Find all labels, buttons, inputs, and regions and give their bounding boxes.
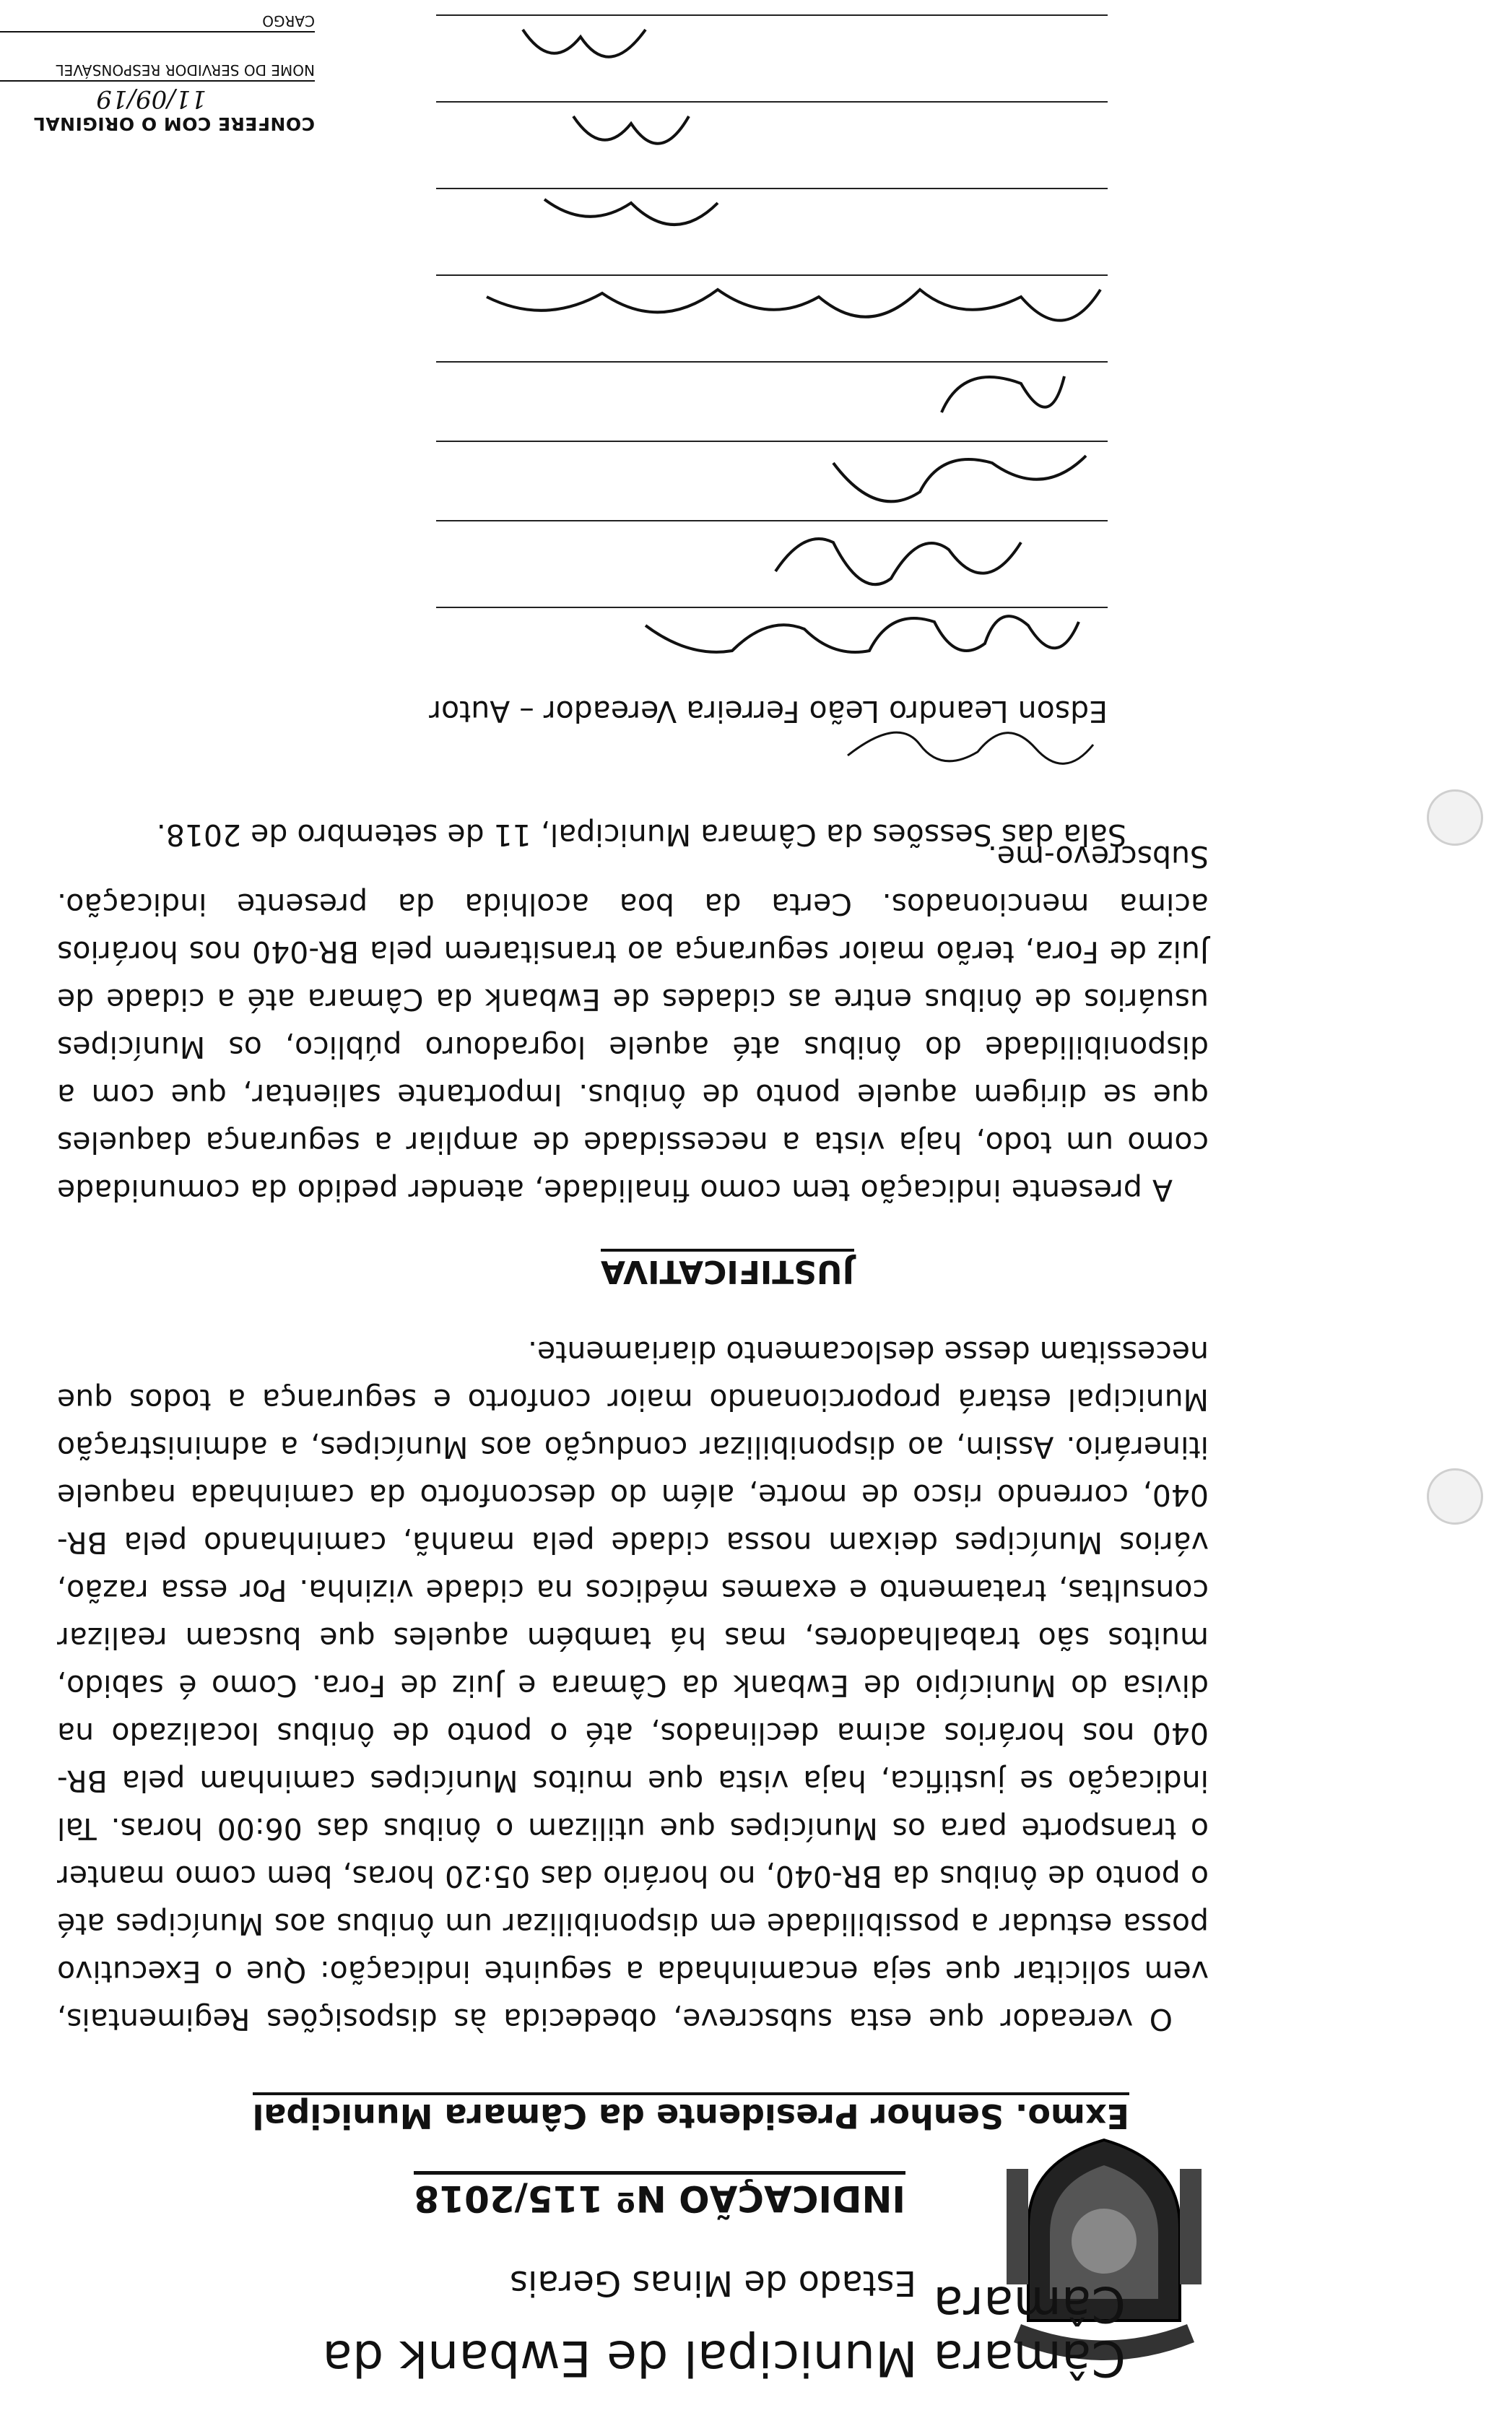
- stamp-name-label: NOME DO SERVIDOR RESPONSÁVEL: [0, 61, 315, 82]
- stamp-date: 11/09/19: [96, 85, 207, 113]
- document-title: INDICAÇÃO Nº 115/2018: [414, 2171, 906, 2219]
- punch-hole: [1427, 1468, 1483, 1525]
- stamp-title: CONFERE COM O ORIGINAL: [33, 113, 315, 134]
- closing-line: Sala das Sessões da Câmara Municipal, 11 de setembro de 2018.: [156, 818, 1126, 852]
- punch-hole: [1427, 789, 1483, 846]
- request-paragraph: O vereador que esta subscreve, obedecida às disposições Regimentais, vem solicitar que seja encaminhada a seguinte indicação: Que o Executivo possa estudar a possibilidade em disponibilizar um ônibus aos Munícipes até o ponto de ônibus da BR-040, no horário das 05:20 horas, bem como manter o transporte para os Munícipes que utilizam o ônibus das 06:00 horas. Tal indicação se justifica, haja vista que muitos Munícipes caminham pela BR-040 nos horários acima declinados, até o ponto de ônibus localizado na divisa do Município de Ewbank da Câmara e Juiz de Fora. Como é sabido, muitos são trabalhadores, mas há também aqueles que buscam realizar consultas, tratamento e exames médicos na cidade vizinha. Por essa razão, vários Munícipes deixam nossa cidade pela manhã, caminhando pela BR-040, correndo risco de morte, além do desconforto da caminhada naquele itinerário. Assim, ao disponibilizar condução aos Munícipes, a administração Municipal estará proporcionando maior conforto e segurança a todos que necessitam desse deslocamento diariamente.: [57, 1335, 1209, 2037]
- author-line: Edson Leandro Leão Ferreira Vereador – Autor: [429, 694, 1108, 729]
- author-signature: [804, 723, 1108, 788]
- stamp-role-label: CARGO: [0, 12, 315, 33]
- state-name: Estado de Minas Gerais: [510, 2263, 916, 2303]
- chamber-name: Câmara Municipal de Ewbank da Câmara: [322, 2275, 1126, 2386]
- justification-heading: JUSTIFICATIVA: [601, 1249, 854, 1290]
- justification-paragraph: A presente indicação tem como finalidade, atender pedido da comunidade como um todo, haja vista a necessidade de ampliar a segurança daqueles que se dirigem aquele ponto de ônibus. Importante salientar, que com a disponibilidade do ônibus até aquele logradouro público, os Munícipes usuários de ônibus entre as cidades de Ewbank da Câmara até a cidade de Juiz de Fora, terão maior segurança ao transitarem pela BR-040 nos horários acima mencionados. Certa da boa acolhida da presente indicação. Subscrevo-me.: [57, 839, 1209, 1208]
- conference-stamp: [0, 12, 315, 134]
- councillor-signatures: [436, 1, 1108, 665]
- addressee: Exmo. Senhor Presidente da Câmara Municipal: [253, 2092, 1129, 2136]
